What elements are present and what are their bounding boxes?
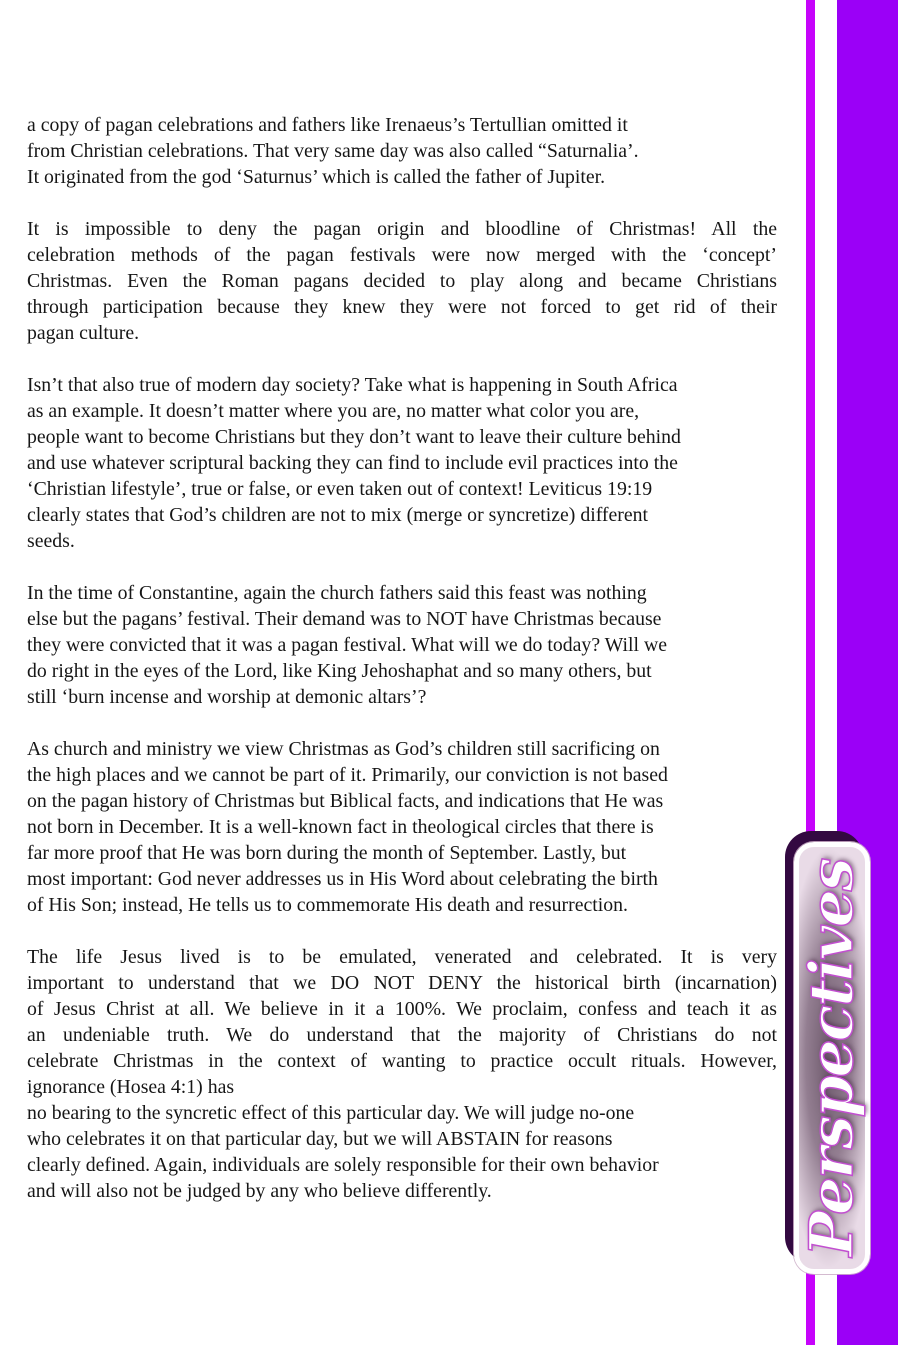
text-line: from Christian celebrations. That very same day was also called “Saturnalia’. [27, 140, 639, 162]
text-line: and will also not be judged by any who believe differently. [27, 1180, 492, 1202]
text-line: In the time of Constantine, again the church fathers said this feast was nothing [27, 582, 647, 604]
text-line: most important: God never addresses us in His Word about celebrating the birth [27, 868, 658, 890]
text-line: not born in December. It is a well-known fact in theological circles that there is [27, 816, 654, 838]
text-line: still ‘burn incense and worship at demonic altars’? [27, 686, 427, 708]
paragraph [27, 1100, 777, 1204]
text-line: It originated from the god ‘Saturnus’ which is called the father of Jupiter. [27, 166, 606, 188]
text-line: who celebrates it on that particular day, but we will ABSTAIN for reasons [27, 1128, 613, 1150]
text-line: an undeniable truth. We do understand that the majority of Christians do not [27, 1024, 777, 1046]
text-line: The life Jesus lived is to be emulated, venerated and celebrated. It is very [27, 946, 777, 968]
text-line: else but the pagans’ festival. Their demand was to NOT have Christmas because [27, 608, 662, 630]
text-line: Isn’t that also true of modern day society? Take what is happening in South Africa [27, 374, 678, 396]
text-line: ignorance (Hosea 4:1) has [27, 1076, 235, 1098]
text-line: and use whatever scriptural backing they can find to include evil practices into the [27, 452, 678, 474]
text-line: no bearing to the syncretic effect of this particular day. We will judge no-one [27, 1102, 635, 1124]
text-line: It is impossible to deny the pagan origin and bloodline of Christmas! All the [27, 218, 777, 240]
text-line: seeds. [27, 530, 75, 552]
text-line: on the pagan history of Christmas but Biblical facts, and indications that He was [27, 790, 664, 812]
text-line: a copy of pagan celebrations and fathers like Irenaeus’s Tertullian omitted it [27, 114, 628, 136]
text-line: do right in the eyes of the Lord, like King Jehoshaphat and so many others, but [27, 660, 652, 682]
paragraph [27, 580, 777, 710]
text-line: pagan culture. [27, 322, 140, 344]
text-line: clearly states that God’s children are not to mix (merge or syncretize) different [27, 504, 649, 526]
text-line: clearly defined. Again, individuals are solely responsible for their own behavior [27, 1154, 659, 1176]
text-line: they were convicted that it was a pagan festival. What will we do today? Will we [27, 634, 668, 656]
paragraph [27, 736, 777, 918]
article-text [27, 112, 777, 1204]
text-line: important to understand that we DO NOT DENY the historical birth (incarnation) [27, 972, 777, 994]
text-line: Christmas. Even the Roman pagans decided to play along and became Christians [27, 270, 777, 292]
perspectives-label: Perspectives [797, 859, 867, 1257]
text-line: as an example. It doesn’t matter where you are, no matter what color you are, [27, 400, 640, 422]
paragraph [27, 372, 777, 554]
text-line: the high places and we cannot be part of it. Primarily, our conviction is not based [27, 764, 668, 786]
text-line: celebration methods of the pagan festivals were now merged with the ‘concept’ [27, 244, 777, 266]
paragraph [27, 944, 777, 1100]
text-line: far more proof that He was born during the month of September. Lastly, but [27, 842, 627, 864]
text-line: of Jesus Christ at all. We believe in it a 100%. We proclaim, confess and teach it as [27, 998, 777, 1020]
text-line: people want to become Christians but they don’t want to leave their culture behind [27, 426, 681, 448]
text-line: through participation because they knew they were not forced to get rid of their [27, 296, 777, 318]
paragraph [27, 216, 777, 346]
text-line: As church and ministry we view Christmas as God’s children still sacrificing on [27, 738, 660, 760]
perspectives-badge [794, 842, 870, 1274]
text-line: celebrate Christmas in the context of wanting to practice occult rituals. However, [27, 1050, 777, 1072]
paragraph [27, 112, 777, 190]
text-line: ‘Christian lifestyle’, true or false, or even taken out of context! Leviticus 19:19 [27, 478, 653, 500]
text-line: of His Son; instead, He tells us to commemorate His death and resurrection. [27, 894, 628, 916]
